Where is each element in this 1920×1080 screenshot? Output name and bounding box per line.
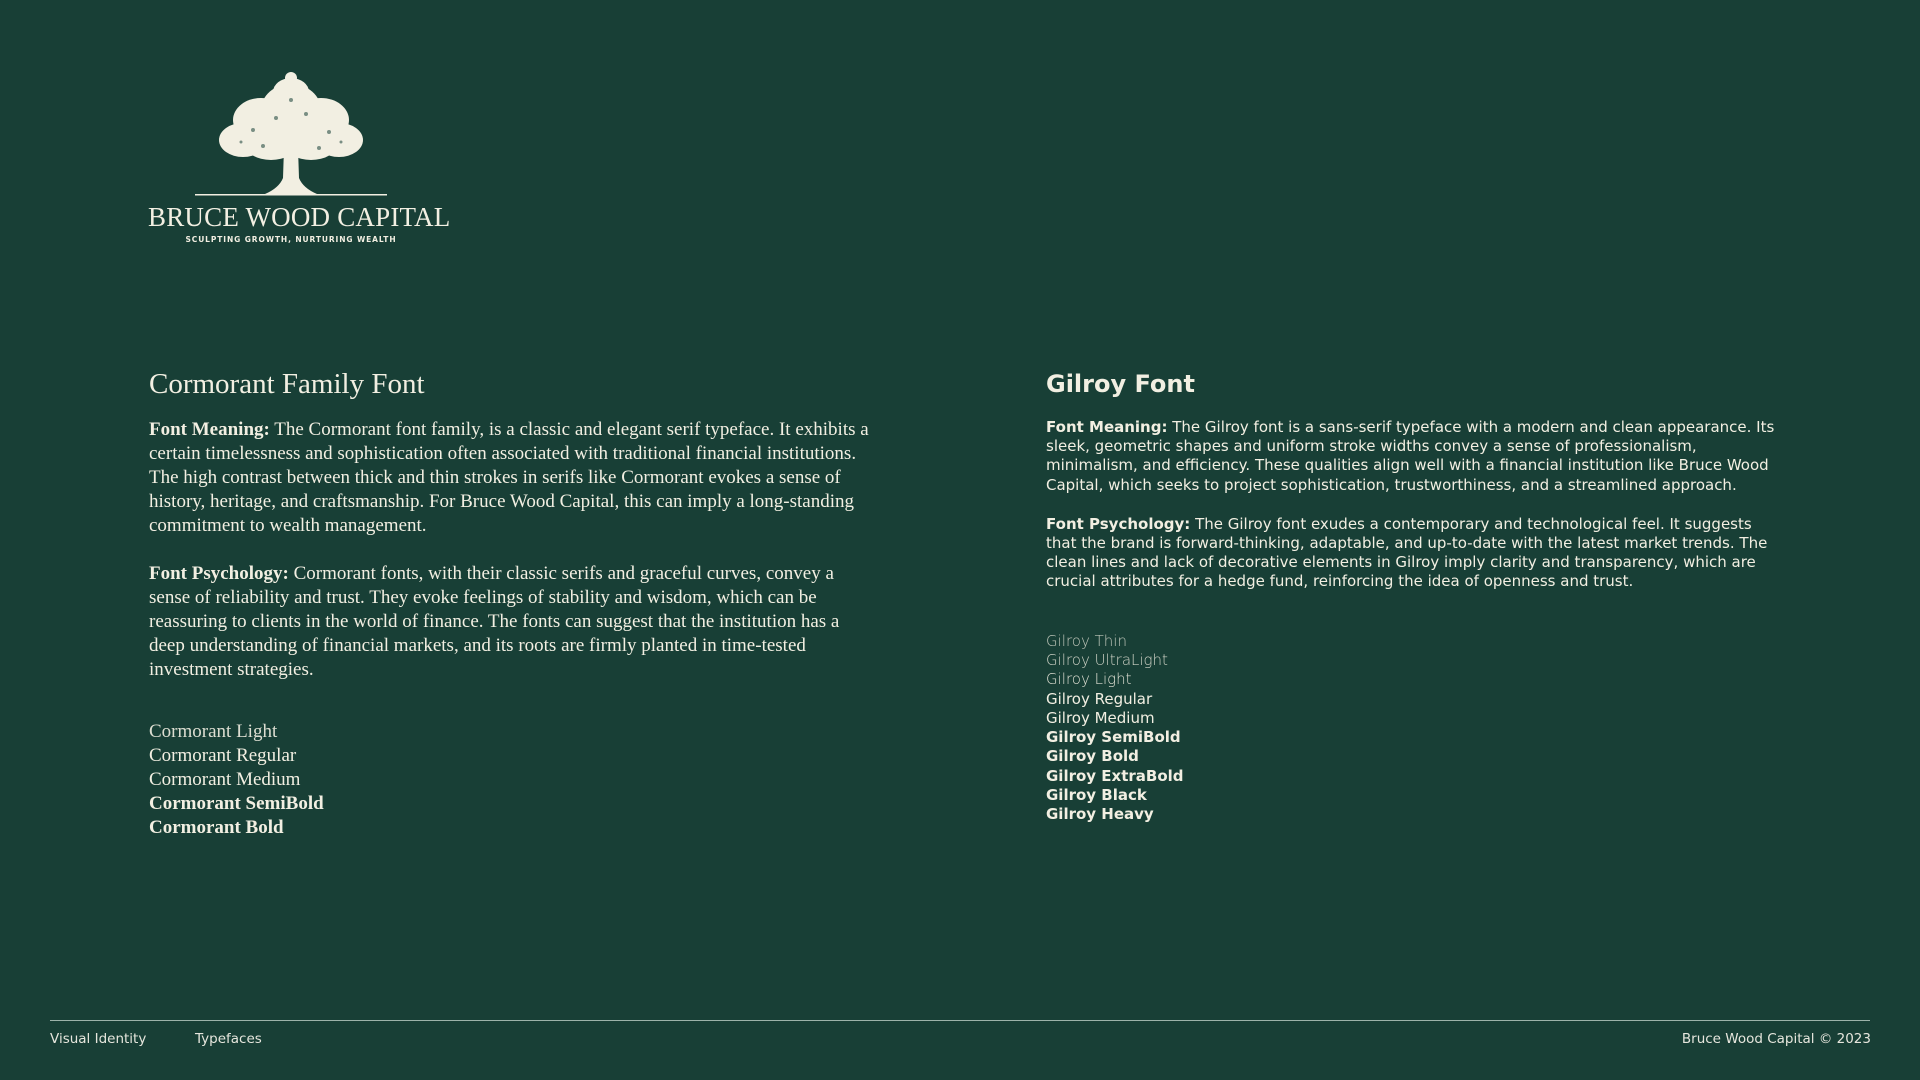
cormorant-section (149, 362, 879, 840)
gilroy-weight-semibold: Gilroy SemiBold (1046, 728, 1181, 747)
footer-divider (50, 1020, 1870, 1021)
cormorant-psychology (149, 562, 879, 682)
footer-link-typefaces[interactable]: Typefaces (195, 1031, 262, 1047)
gilroy-weight-light: Gilroy Light (1046, 670, 1132, 689)
footer-copyright: Bruce Wood Capital © 2023 (1681, 1031, 1871, 1047)
cormorant-weight-regular: Cormorant Regular (149, 745, 297, 766)
gilroy-title: Gilroy Font (1046, 370, 1195, 398)
cormorant-weight-light: Cormorant Light (149, 721, 278, 742)
gilroy-weight-heavy: Gilroy Heavy (1046, 805, 1154, 824)
gilroy-weight-ultralight: Gilroy UltraLight (1046, 650, 1168, 669)
gilroy-psychology-label: Font Psychology: (1046, 514, 1191, 533)
cormorant-psychology-label: Font Psychology: (149, 563, 289, 584)
cormorant-weight-semibold: Cormorant SemiBold (149, 793, 324, 814)
gilroy-weight-black: Gilroy Black (1046, 786, 1147, 804)
oak-tree-icon (191, 70, 391, 200)
brand-logo (148, 70, 451, 250)
cormorant-weights-list (149, 720, 879, 840)
logo-tagline: SCULPTING GROWTH, NURTURING WEALTH (185, 235, 397, 244)
logo-name: BRUCE WOOD CAPITAL (148, 202, 451, 232)
cormorant-weight-medium: Cormorant Medium (149, 769, 301, 790)
cormorant-title: Cormorant Family Font (149, 368, 425, 400)
gilroy-meaning (1046, 418, 1786, 495)
cormorant-weight-bold: Cormorant Bold (149, 817, 284, 838)
gilroy-weight-extrabold: Gilroy ExtraBold (1046, 766, 1184, 785)
gilroy-meaning-text: The Gilroy font is a sans-serif typeface with a modern and clean appearance. Its sleek, geometric shapes and uniform stroke widths convey a sense of professionalism, minimalism, and efficiency. These qualities align well with a financial institution like Bruce Wood Capital, which seeks to project sophistication, trustworthiness, and a streamlined approach. (1046, 418, 1775, 494)
cormorant-meaning-label: Font Meaning: (149, 419, 270, 440)
gilroy-weight-thin: Gilroy Thin (1046, 631, 1127, 650)
footer-link-visual-identity[interactable]: Visual Identity (50, 1031, 147, 1047)
gilroy-psychology (1046, 515, 1786, 592)
gilroy-weight-medium: Gilroy Medium (1046, 708, 1155, 727)
gilroy-weight-regular: Gilroy Regular (1046, 689, 1153, 708)
cormorant-psychology-text: Cormorant fonts, with their classic serifs and graceful curves, convey a sense of reliability and trust. They evoke feelings of stability and wisdom, which can be reassuring to clients in the world of finance. The fonts can suggest that the institution has a deep understanding of financial markets, and its roots are firmly planted in time-tested investment strategies. (149, 563, 840, 680)
cormorant-meaning (149, 418, 879, 538)
gilroy-psychology-text: The Gilroy font exudes a contemporary and technological feel. It suggests that the brand is forward-thinking, adaptable, and up-to-date with the latest market trends. The clean lines and lack of decorative elements in Gilroy imply clarity and transparency, which are crucial attributes for a hedge fund, reinforcing the idea of openness and trust. (1046, 514, 1768, 591)
gilroy-section (1046, 362, 1786, 825)
gilroy-weights-list (1046, 632, 1786, 825)
cormorant-meaning-text: The Cormorant font family, is a classic and elegant serif typeface. It exhibits a certain timelessness and sophistication often associated with traditional financial institutions. The high contrast between thick and thin strokes in serifs like Cormorant evokes a sense of history, heritage, and craftsmanship. For Bruce Wood Capital, this can imply a long-standing commitment to wealth management. (149, 419, 869, 536)
gilroy-meaning-label: Font Meaning: (1046, 418, 1168, 436)
gilroy-weight-bold: Gilroy Bold (1046, 747, 1139, 766)
